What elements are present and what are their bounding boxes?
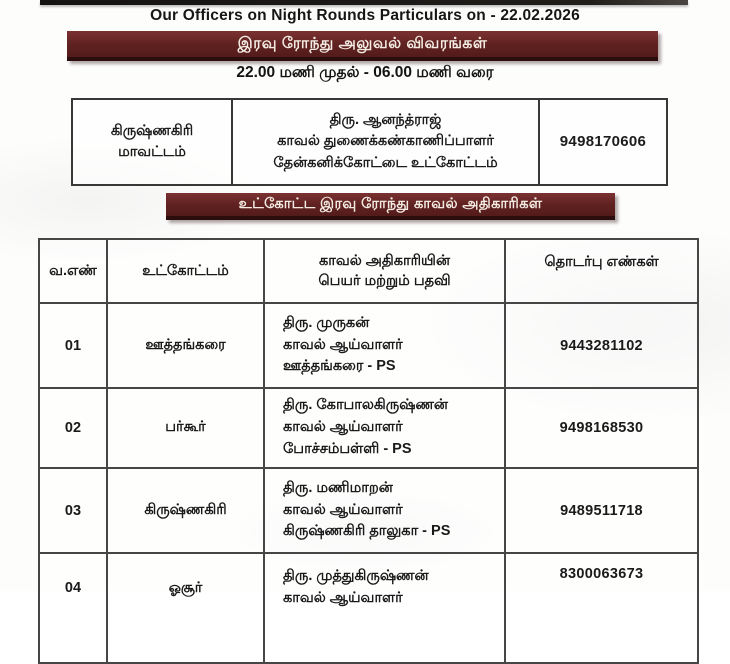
officer-row: [39, 303, 698, 388]
officer-rank-line: காவல் ஆய்வாளர்: [283, 336, 403, 353]
header-officer: [264, 239, 505, 303]
district-name-cell: [73, 100, 233, 184]
officer-station-line: கிருஷ்ணகிரி தாலுகா - PS: [283, 523, 451, 540]
officer-row: [39, 388, 698, 468]
officer-cell: [264, 303, 505, 388]
officer-station-line: ஊத்தங்கரை - PS: [283, 358, 396, 375]
officer-rank-line: காவல் ஆய்வாளர்: [283, 419, 403, 436]
officer-rank-line: காவல் ஆய்வாளர்: [283, 501, 403, 518]
phone-cell: 9498168530: [505, 388, 698, 468]
district-officer-cell: [233, 100, 540, 184]
officer-station-line: போச்சம்பள்ளி - PS: [283, 440, 412, 457]
time-range-text: 22.00 மணி முதல் - 06.00 மணி வரை: [236, 64, 494, 81]
subdivision-officers-banner: [166, 193, 615, 220]
district-officer-name: திரு. ஆனந்த்ராஜ்: [329, 112, 442, 129]
officer-name-line: திரு. முத்துகிருஷ்ணன்: [283, 568, 429, 584]
district-officer-phone-cell: 9498170606: [559, 133, 647, 151]
officer-cell: [264, 468, 505, 553]
phone-cell: 9443281102: [505, 303, 698, 388]
subdivision-cell: கிருஷ்ணகிரி: [107, 468, 264, 553]
district-name-line: மாவட்டம்: [118, 144, 186, 160]
officer-row: [39, 553, 698, 663]
officer-name-line: திரு. முருகன்: [283, 314, 370, 331]
header-subdivision: உட்கோட்டம்: [107, 239, 264, 303]
serial-cell: 04: [39, 553, 107, 663]
officer-cell: [264, 553, 505, 663]
header-officer-line: பெயர் மற்றும் பதவி: [318, 273, 451, 289]
table-header-row: [39, 239, 698, 303]
phone-cell: 8300063673: [505, 553, 698, 663]
serial-cell: 01: [39, 303, 107, 388]
subdivision-cell: ஓசூர்: [107, 553, 264, 663]
subdivision-cell: பர்கூர்: [107, 388, 264, 468]
header-serial: வ.எண்: [39, 239, 107, 303]
district-officer-subdivision: தேன்கனிக்கோட்டை உட்கோட்டம்: [273, 154, 498, 171]
officer-row: [39, 468, 698, 553]
district-officer-box: [71, 98, 668, 186]
serial-cell: 02: [39, 388, 107, 468]
phone-cell: 9489511718: [505, 468, 698, 553]
cropped-top-banner-strip: [40, 0, 688, 5]
officers-table: [38, 238, 699, 664]
header-contact: தொடர்பு எண்கள்: [505, 239, 698, 303]
night-rounds-banner: [67, 31, 658, 61]
document-title: Our Officers on Night Rounds Particulars on - 22.02.2026: [150, 7, 580, 24]
officer-name-line: திரு. கோபாலகிருஷ்ணன்: [283, 397, 448, 414]
officer-cell: [264, 388, 505, 468]
district-officer-rank: காவல் துணைக்கண்காணிப்பாளர்: [277, 133, 494, 150]
night-rounds-banner-label: இரவு ரோந்து அலுவல் விவரங்கள்: [237, 34, 488, 52]
subdivision-officers-banner-label: உட்கோட்ட இரவு ரோந்து காவல் அதிகாரிகள்: [238, 195, 543, 212]
officer-name-line: திரு. மணிமாறன்: [283, 479, 393, 496]
district-name-line: கிருஷ்ணகிரி: [110, 122, 194, 139]
officer-rank-line: காவல் ஆய்வாளர்: [283, 589, 403, 606]
serial-cell: 03: [39, 468, 107, 553]
subdivision-cell: ஊத்தங்கரை: [107, 303, 264, 388]
header-officer-line: காவல் அதிகாரியின்: [318, 252, 451, 269]
